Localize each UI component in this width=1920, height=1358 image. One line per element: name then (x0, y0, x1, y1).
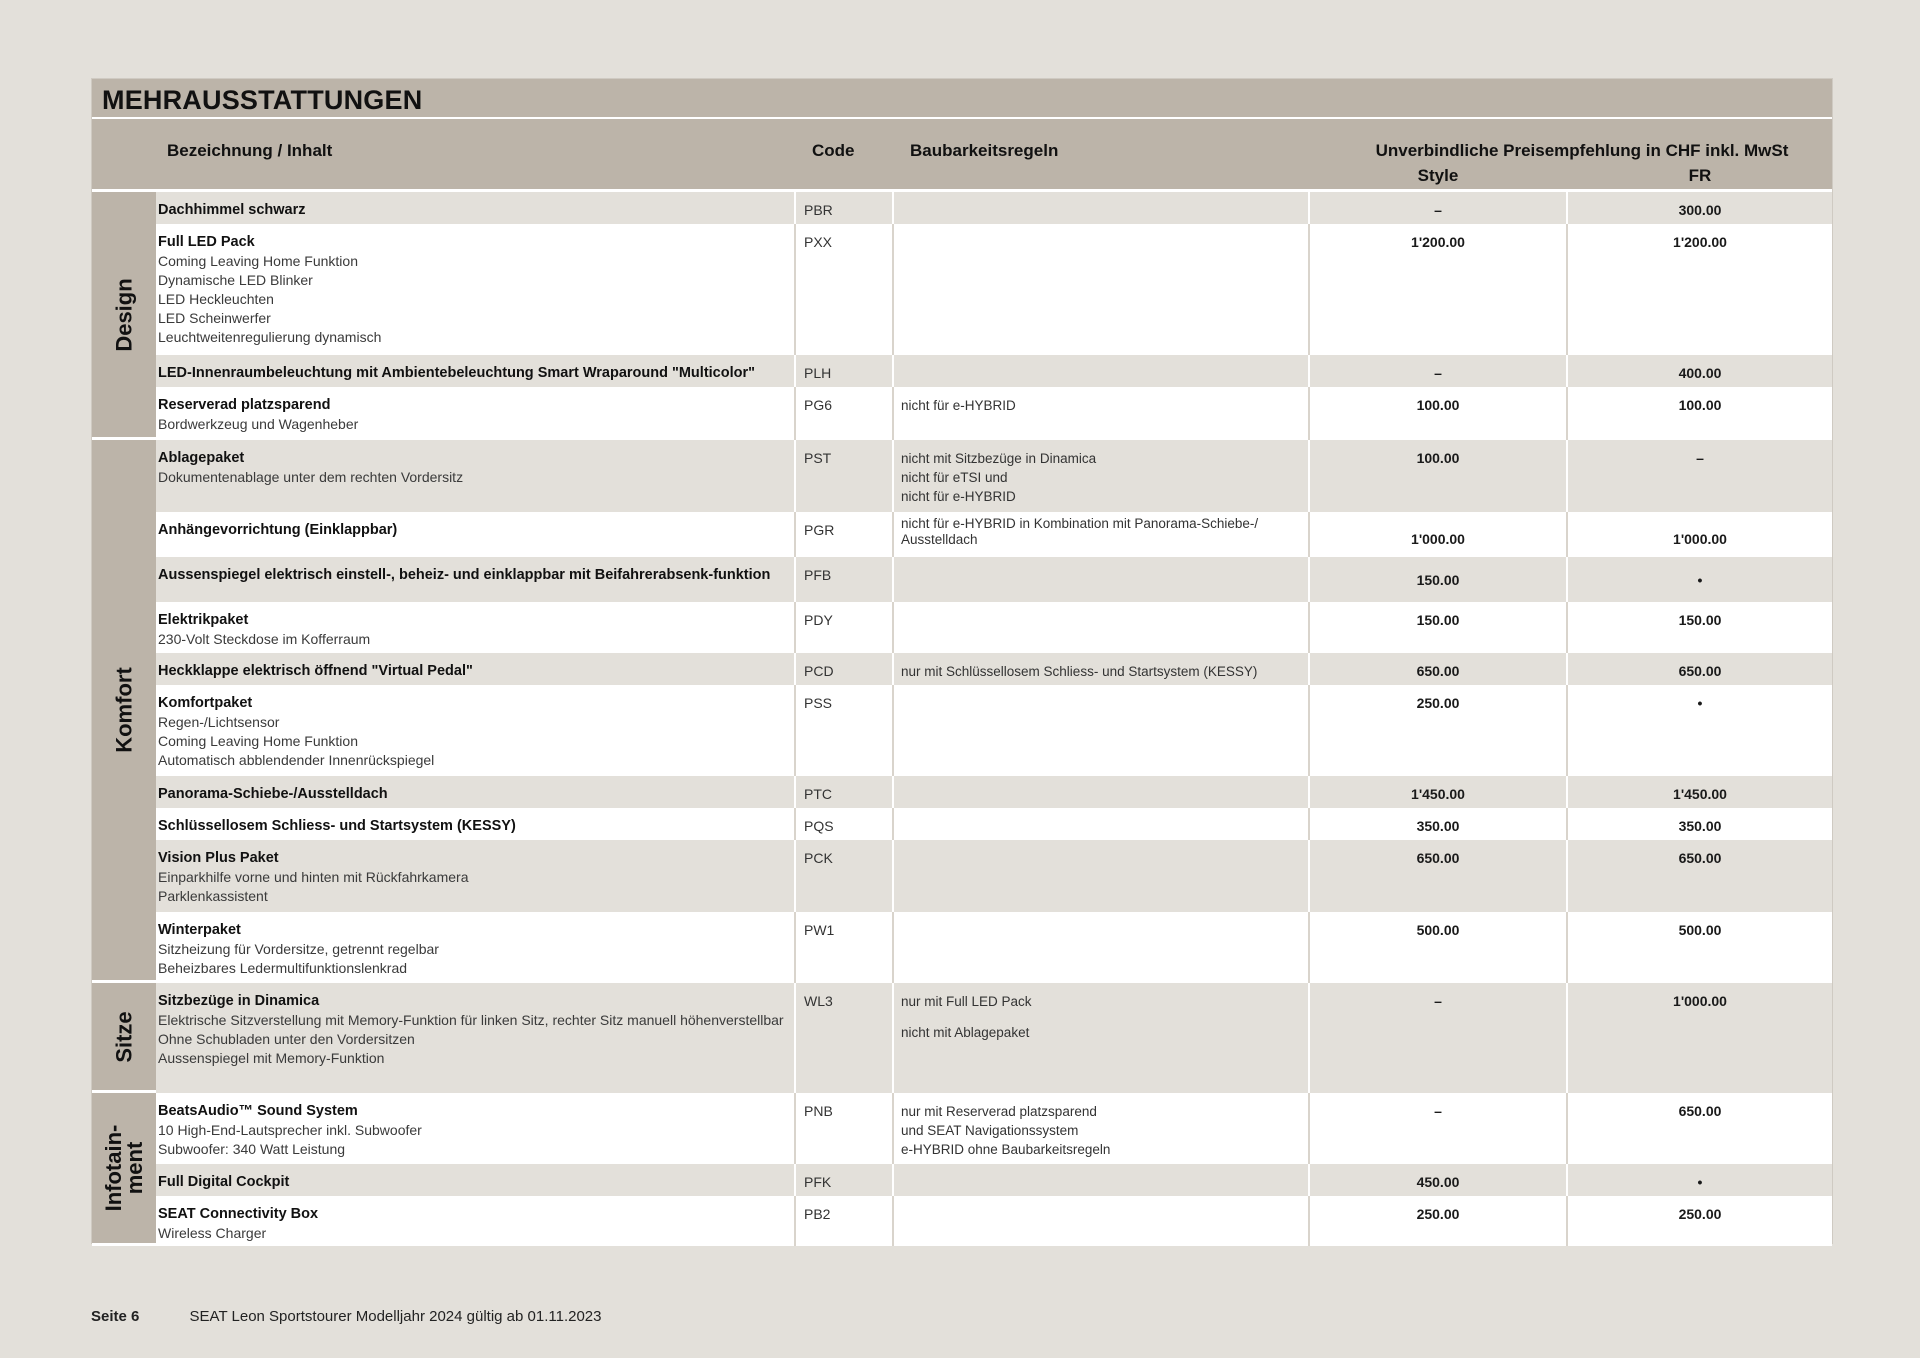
price-fr: 650.00 (1678, 850, 1722, 866)
option-code: PFK (804, 1174, 832, 1190)
price-style: 150.00 (1416, 612, 1460, 628)
table-row (92, 557, 1832, 602)
price-style: 650.00 (1416, 663, 1460, 679)
option-detail: Dokumentenablage unter dem rechten Vordersitz (158, 469, 464, 485)
option-rules (894, 355, 1308, 387)
price-style: 150.00 (1416, 572, 1460, 588)
price-fr: 1'200.00 (1673, 234, 1727, 250)
option-detail: LED Heckleuchten (158, 291, 274, 307)
option-rules (894, 653, 1308, 685)
price-style: 500.00 (1416, 922, 1460, 938)
rule-line: und SEAT Navigationssystem (901, 1123, 1079, 1138)
table-header (92, 119, 1832, 192)
rule-line: nicht mit Ablagepaket (901, 1025, 1030, 1040)
option-rules (894, 440, 1308, 512)
option-rules (894, 557, 1308, 602)
option-name-cell (158, 912, 794, 983)
option-name: Elektrikpaket (158, 612, 249, 628)
option-rules (894, 192, 1308, 224)
group-label: Komfort (111, 667, 137, 753)
table-row (92, 840, 1832, 912)
option-detail: LED Scheinwerfer (158, 310, 271, 326)
option-rules (894, 840, 1308, 912)
option-rules (894, 912, 1308, 983)
option-code: PSS (804, 695, 833, 711)
rule-line: nur mit Full LED Pack (901, 994, 1032, 1009)
option-name-cell (158, 983, 794, 1093)
page-footer (91, 1308, 602, 1325)
option-code: PQS (804, 818, 834, 834)
option-detail: Regen-/Lichtsensor (158, 714, 280, 730)
header-name: Bezeichnung / Inhalt (167, 141, 333, 160)
option-name: Anhängevorrichtung (Einklappbar) (158, 522, 398, 538)
header-fr: FR (1688, 166, 1712, 185)
price-fr: 1'450.00 (1673, 786, 1727, 802)
option-detail: Dynamische LED Blinker (158, 272, 313, 288)
option-rules (894, 685, 1308, 776)
option-rules (894, 512, 1308, 557)
option-rules (894, 1164, 1308, 1196)
options-table (91, 78, 1833, 1244)
option-detail: Coming Leaving Home Funktion (158, 253, 358, 269)
price-style: 250.00 (1416, 695, 1460, 711)
price-style: 100.00 (1416, 450, 1460, 466)
option-name-cell (158, 1196, 794, 1246)
rule-line: nicht mit Sitzbezüge in Dinamica (901, 451, 1097, 466)
option-name: Full LED Pack (158, 234, 255, 250)
rule-line: nur mit Reserverad platzsparend (901, 1104, 1097, 1119)
option-detail: Aussenspiegel mit Memory-Funktion (158, 1050, 385, 1066)
option-name-cell (158, 653, 794, 685)
option-name-cell (158, 355, 794, 387)
option-rules (894, 224, 1308, 355)
price-style: – (1434, 202, 1442, 218)
option-name-cell (158, 192, 794, 224)
price-fr: 300.00 (1678, 202, 1722, 218)
rule-line: nicht für e-HYBRID (901, 489, 1016, 504)
rule-line: nicht für eTSI und (901, 470, 1008, 485)
option-code: PCD (804, 663, 834, 679)
option-code: PW1 (804, 922, 835, 938)
option-name: Winterpaket (158, 922, 241, 938)
option-detail: Parklenkassistent (158, 888, 268, 904)
option-code: PGR (804, 522, 835, 538)
option-name: Komfortpaket (158, 695, 253, 711)
option-code: PLH (804, 365, 832, 381)
price-fr: • (1697, 695, 1703, 711)
option-code: PNB (804, 1103, 833, 1119)
table-row (92, 1196, 1832, 1246)
option-name: Heckklappe elektrisch öffnend "Virtual Pedal" (158, 663, 473, 679)
option-name-cell (158, 512, 794, 557)
price-style: – (1434, 1103, 1442, 1119)
header-rules: Baubarkeitsregeln (910, 141, 1059, 160)
option-name: Vision Plus Paket (158, 850, 279, 866)
section-title: MEHRAUSSTATTUNGEN (102, 85, 423, 115)
table-row (92, 355, 1832, 387)
option-detail: Automatisch abblendender Innenrückspiegel (158, 752, 435, 768)
group-label-cell (92, 192, 156, 440)
option-rules (894, 1196, 1308, 1246)
table-row (92, 983, 1832, 1093)
option-detail: Beheizbares Ledermultifunktionslenkrad (158, 960, 408, 976)
option-name: Aussenspiegel elektrisch einstell-, beheiz- und einklappbar mit Beifahrerabsenk-funktion (158, 567, 771, 583)
header-style: Style (1417, 166, 1459, 185)
option-detail: Coming Leaving Home Funktion (158, 733, 358, 749)
price-fr: 1'000.00 (1673, 993, 1727, 1009)
option-name: Full Digital Cockpit (158, 1174, 290, 1190)
option-name-cell (158, 808, 794, 840)
option-name: BeatsAudio™ Sound System (158, 1103, 358, 1119)
option-rules (894, 1093, 1308, 1164)
option-code: PTC (804, 786, 832, 802)
price-fr: 650.00 (1678, 663, 1722, 679)
group-label-cell (92, 1093, 156, 1246)
group-label: Design (111, 277, 137, 352)
option-code: PBR (804, 202, 833, 218)
option-name: LED-Innenraumbeleuchtung mit Ambientebeleuchtung Smart Wraparound "Multicolor" (158, 365, 755, 381)
table-row (92, 808, 1832, 840)
price-fr: 350.00 (1678, 818, 1722, 834)
option-code: PCK (804, 850, 833, 866)
header-code: Code (812, 141, 855, 160)
price-fr: • (1697, 572, 1703, 588)
price-fr: 400.00 (1678, 365, 1722, 381)
option-name-cell (158, 1093, 794, 1164)
price-fr: 250.00 (1678, 1206, 1722, 1222)
header-price: Unverbindliche Preisempfehlung in CHF inkl. MwSt (1375, 141, 1789, 160)
option-detail: Subwoofer: 340 Watt Leistung (158, 1141, 346, 1157)
rule-line: nicht für e-HYBRID in Kombination mit Panorama-Schiebe-/ Ausstelldach (901, 516, 1259, 547)
price-style: 350.00 (1416, 818, 1460, 834)
option-code: PB2 (804, 1206, 831, 1222)
table-row (92, 440, 1832, 512)
page-number: Seite 6 (91, 1308, 140, 1325)
option-rules (894, 983, 1308, 1093)
option-detail: Sitzheizung für Vordersitze, getrennt regelbar (158, 941, 439, 957)
option-name-cell (158, 557, 794, 602)
option-name: Dachhimmel schwarz (158, 202, 306, 218)
price-fr: 650.00 (1678, 1103, 1722, 1119)
group-label: Sitze (111, 1010, 137, 1063)
rule-line: e-HYBRID ohne Baubarkeitsregeln (901, 1142, 1111, 1157)
title-bar (92, 79, 1832, 119)
option-name-cell (158, 685, 794, 776)
option-detail: 10 High-End-Lautsprecher inkl. Subwoofer (158, 1122, 422, 1138)
rule-line: nur mit Schlüssellosem Schliess- und Startsystem (KESSY) (901, 664, 1258, 679)
option-name: Ablagepaket (158, 450, 245, 466)
option-name: SEAT Connectivity Box (158, 1206, 319, 1222)
option-name: Panorama-Schiebe-/Ausstelldach (158, 786, 388, 802)
option-rules (894, 808, 1308, 840)
price-style: – (1434, 993, 1442, 1009)
price-fr: 100.00 (1678, 397, 1722, 413)
option-name-cell (158, 776, 794, 808)
price-style: – (1434, 365, 1442, 381)
option-name: Schlüssellosem Schliess- und Startsystem (KESSY) (158, 818, 516, 834)
option-code: PFB (804, 567, 832, 583)
table-row (92, 224, 1832, 355)
option-detail: Bordwerkzeug und Wagenheber (158, 416, 359, 432)
table-row (92, 653, 1832, 685)
option-code: PG6 (804, 397, 833, 413)
option-code: PST (804, 450, 832, 466)
price-style: 650.00 (1416, 850, 1460, 866)
price-style: 1'200.00 (1411, 234, 1465, 250)
table-row (92, 776, 1832, 808)
option-code: PXX (804, 234, 833, 250)
price-fr: • (1697, 1174, 1703, 1190)
group-label-cell (92, 983, 156, 1093)
footer-text: SEAT Leon Sportstourer Modelljahr 2024 gültig ab 01.11.2023 (189, 1308, 602, 1325)
price-style: 450.00 (1416, 1174, 1460, 1190)
table-row (92, 685, 1832, 776)
group-label-cell (92, 440, 156, 983)
price-style: 250.00 (1416, 1206, 1460, 1222)
option-detail: 230-Volt Steckdose im Kofferraum (158, 631, 371, 647)
option-name-cell (158, 440, 794, 512)
option-rules (894, 602, 1308, 653)
table-row (92, 1164, 1832, 1196)
table-row (92, 1093, 1832, 1164)
option-code: WL3 (804, 993, 833, 1009)
option-name: Reserverad platzsparend (158, 397, 331, 413)
option-name: Sitzbezüge in Dinamica (158, 993, 320, 1009)
option-detail: Einparkhilfe vorne und hinten mit Rückfahrkamera (158, 869, 469, 885)
table-row (92, 912, 1832, 983)
table-row (92, 387, 1832, 440)
option-detail: Elektrische Sitzverstellung mit Memory-Funktion für linken Sitz, rechter Sitz manuell höhenverstellbar (158, 1012, 784, 1028)
price-fr: 500.00 (1678, 922, 1722, 938)
price-style: 100.00 (1416, 397, 1460, 413)
option-code: PDY (804, 612, 833, 628)
option-name-cell (158, 1164, 794, 1196)
option-rules (894, 776, 1308, 808)
option-name-cell (158, 840, 794, 912)
price-style: 1'000.00 (1411, 531, 1465, 547)
price-fr: – (1696, 450, 1704, 466)
table-row (92, 602, 1832, 653)
table-row (92, 192, 1832, 224)
group-label: Infotain- ment (101, 1124, 147, 1212)
option-detail: Wireless Charger (158, 1225, 267, 1241)
option-detail: Leuchtweitenregulierung dynamisch (158, 329, 382, 345)
price-fr: 150.00 (1678, 612, 1722, 628)
option-name-cell (158, 387, 794, 440)
price-fr: 1'000.00 (1673, 531, 1727, 547)
table-row (92, 512, 1832, 557)
option-detail: Ohne Schubladen unter den Vordersitzen (158, 1031, 415, 1047)
option-name-cell (158, 224, 794, 355)
option-name-cell (158, 602, 794, 653)
rule-line: nicht für e-HYBRID (901, 398, 1016, 413)
option-rules (894, 387, 1308, 440)
price-style: 1'450.00 (1411, 786, 1465, 802)
